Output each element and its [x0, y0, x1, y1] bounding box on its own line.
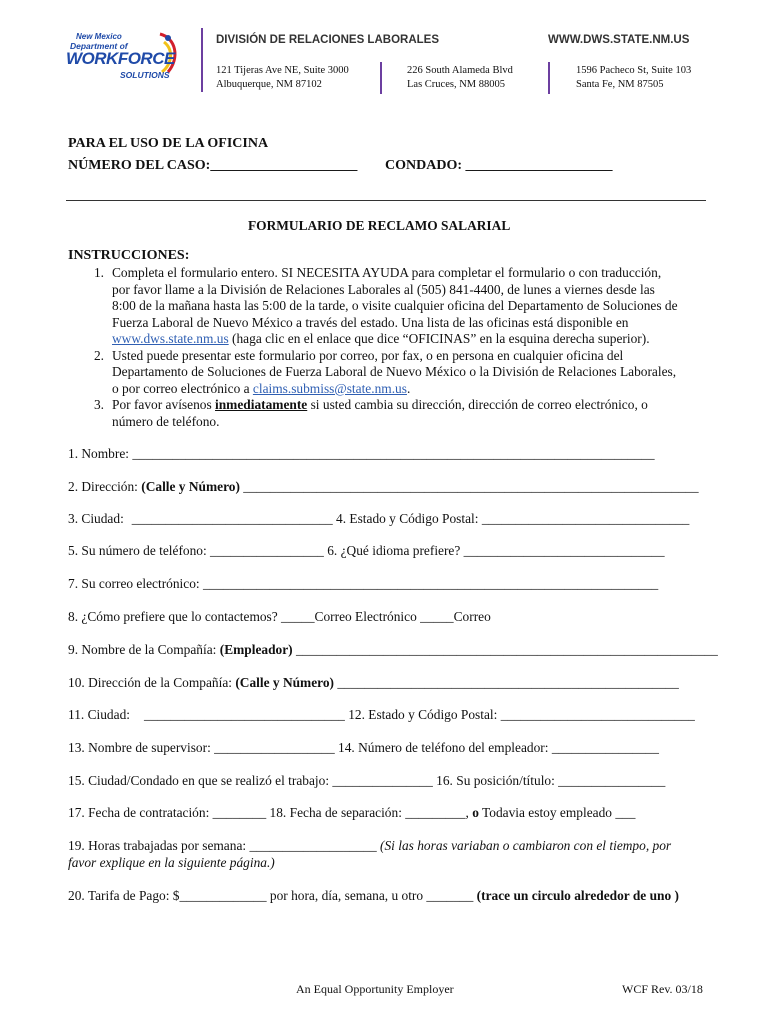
office-line1: 1596 Pacheco St, Suite 103	[576, 65, 692, 76]
case-number-field[interactable]: NÚMERO DEL CASO:_____________________	[68, 158, 358, 173]
field-label-bold: (Empleador)	[219, 642, 293, 657]
footer-center: An Equal Opportunity Employer	[296, 982, 454, 996]
field-label[interactable]: 17. Fecha de contratación: ________ 18. Fecha de separación: _________,	[68, 805, 473, 820]
field-note-bold: (trace un circulo alrededor de uno )	[476, 888, 679, 903]
instruction-line: Fuerza Laboral de Nuevo México a través del estado. Una lista de las oficinas está disponible en	[112, 314, 629, 330]
instruction-line: 8:00 de la mañana hasta las 5:00 de la tarde, o visite cualquier oficina del Departamento de Soluciones de	[112, 298, 678, 313]
field-blank[interactable]: _______________________________________________________________	[292, 642, 718, 657]
field-blank[interactable]: ____________________________________________________________________	[239, 479, 699, 494]
instruction-item-2	[68, 348, 708, 398]
field-name[interactable]: 1. Nombre: ______________________________________________________________________________	[68, 446, 655, 461]
instructions-list	[68, 265, 708, 430]
office-santa-fe	[576, 64, 691, 92]
field-label-bold: o	[472, 805, 479, 820]
instruction-item-1	[68, 265, 708, 348]
instruction-line: Usted puede presentar este formulario por correo, por fax, o en persona en cualquier oficina del	[112, 347, 624, 363]
emphasis-text: inmediatamente	[215, 397, 308, 412]
instruction-text: (haga clic en el enlace que dice “OFICINAS” en la esquina derecha superior).	[228, 331, 650, 346]
instruction-line: Departamento de Soluciones de Fuerza Laboral de Nuevo México o la División de Relaciones Laborales,	[112, 364, 677, 379]
field-label-bold: (Calle y Número)	[235, 675, 335, 690]
instruction-line	[112, 331, 708, 348]
field-supervisor-phone[interactable]: 13. Nombre de supervisor: __________________ 14. Número de teléfono del empleador: ________________	[68, 740, 659, 755]
instruction-text: .	[406, 380, 411, 396]
field-address[interactable]	[68, 479, 699, 495]
field-work-location-position[interactable]: 15. Ciudad/Condado en que se realizó el trabajo: _______________ 16. Su posición/título: ________________	[68, 773, 666, 788]
field-blank[interactable]: ___________________________________________________	[334, 675, 679, 690]
instruction-line: por favor llame a la División de Relaciones Laborales al (505) 841-4400, de lunes a viernes desde las	[112, 281, 655, 297]
field-label[interactable]: 19. Horas trabajadas por semana: ___________________	[68, 838, 381, 853]
office-line1: 121 Tijeras Ave NE, Suite 3000	[216, 65, 349, 76]
field-label[interactable]: Todavia estoy empleado ___	[478, 805, 636, 820]
field-dates[interactable]	[68, 805, 635, 821]
field-label: 11. Ciudad:	[68, 707, 130, 722]
office-use-title: PARA EL USO DE LA OFICINA	[68, 136, 269, 151]
instruction-text: o por correo electrónico a	[112, 380, 253, 396]
claims-email-link[interactable]: claims.submiss@state.nm.us	[252, 380, 407, 396]
header-divider-left	[201, 28, 203, 92]
field-phone-language[interactable]: 5. Su número de teléfono: _________________ 6. ¿Qué idioma prefiere? ______________________________	[68, 543, 665, 558]
field-state-zip[interactable]: 4. Estado y Código Postal: _______________________________	[332, 511, 690, 526]
website-header: WWW.DWS.STATE.NM.US	[548, 34, 690, 46]
header-divider-1	[380, 62, 382, 94]
instruction-num: 3.	[93, 397, 104, 412]
field-company-name[interactable]	[68, 642, 718, 658]
field-contact-preference[interactable]: 8. ¿Cómo prefiere que lo contactemos? _____Correo Electrónico _____Correo	[68, 609, 491, 624]
office-line1: 226 South Alameda Blvd	[407, 65, 513, 76]
office-albuquerque	[216, 64, 349, 92]
instruction-line	[112, 381, 708, 398]
office-line2: Albuquerque, NM 87102	[216, 79, 322, 90]
instruction-line: Completa el formulario entero. SI NECESITA AYUDA para completar el formulario o con traducción,	[112, 265, 662, 280]
field-label[interactable]: 20. Tarifa de Pago: $_____________ por hora, día, semana, u otro _______	[68, 888, 477, 903]
office-las-cruces	[407, 64, 513, 92]
field-city-state[interactable]	[68, 511, 689, 527]
dws-website-link[interactable]: www.dws.state.nm.us	[112, 331, 229, 346]
field-company-city-state[interactable]	[68, 707, 695, 723]
logo-line4: SOLUTIONS	[120, 70, 170, 80]
office-line2: Santa Fe, NM 87505	[576, 79, 664, 90]
form-title: FORMULARIO DE RECLAMO SALARIAL	[248, 218, 511, 233]
logo-line1: New Mexico	[76, 32, 122, 41]
instruction-text: Por favor avísenos	[112, 397, 216, 412]
header-divider-2	[548, 62, 550, 94]
division-title: DIVISIÓN DE RELACIONES LABORALES	[216, 34, 439, 46]
county-field[interactable]: CONDADO: _____________________	[385, 158, 613, 173]
field-pay-rate[interactable]	[68, 888, 679, 904]
instruction-num: 2.	[93, 347, 104, 363]
instruction-line: número de teléfono.	[112, 413, 220, 429]
footer-revision: WCF Rev. 03/18	[622, 982, 703, 996]
nm-workforce-logo	[64, 28, 186, 90]
divider-line	[66, 200, 706, 201]
instruction-num: 1.	[93, 265, 104, 280]
logo-line2: Department of	[70, 41, 128, 51]
office-line2: Las Cruces, NM 88005	[407, 79, 505, 90]
field-blank[interactable]: ______________________________	[144, 707, 345, 722]
field-hours-note-cont: favor explique en la siguiente página.)	[68, 855, 275, 870]
logo-line3: WORKFORCE	[66, 49, 175, 68]
field-label: 3. Ciudad:	[68, 511, 124, 526]
field-blank[interactable]: ______________________________	[131, 511, 333, 526]
field-label: 2. Dirección:	[68, 479, 142, 494]
field-label: 9. Nombre de la Compañía:	[68, 642, 220, 657]
field-state-zip[interactable]: 12. Estado y Código Postal: _____________________________	[344, 707, 695, 722]
instruction-item-3	[68, 397, 708, 430]
instructions-heading: INSTRUCCIONES:	[68, 248, 190, 263]
field-note: (Si las horas variaban o cambiaron con el tiempo, por	[380, 838, 672, 853]
field-label-bold: (Calle y Número)	[141, 479, 240, 494]
field-email[interactable]: 7. Su correo electrónico: ____________________________________________________________________	[68, 576, 659, 591]
field-company-address[interactable]	[68, 675, 679, 691]
instruction-text: si usted cambia su dirección, dirección de correo electrónico, o	[307, 397, 648, 412]
field-hours[interactable]	[68, 838, 671, 854]
field-label: 10. Dirección de la Compañía:	[68, 675, 236, 690]
instruction-line	[112, 397, 708, 414]
